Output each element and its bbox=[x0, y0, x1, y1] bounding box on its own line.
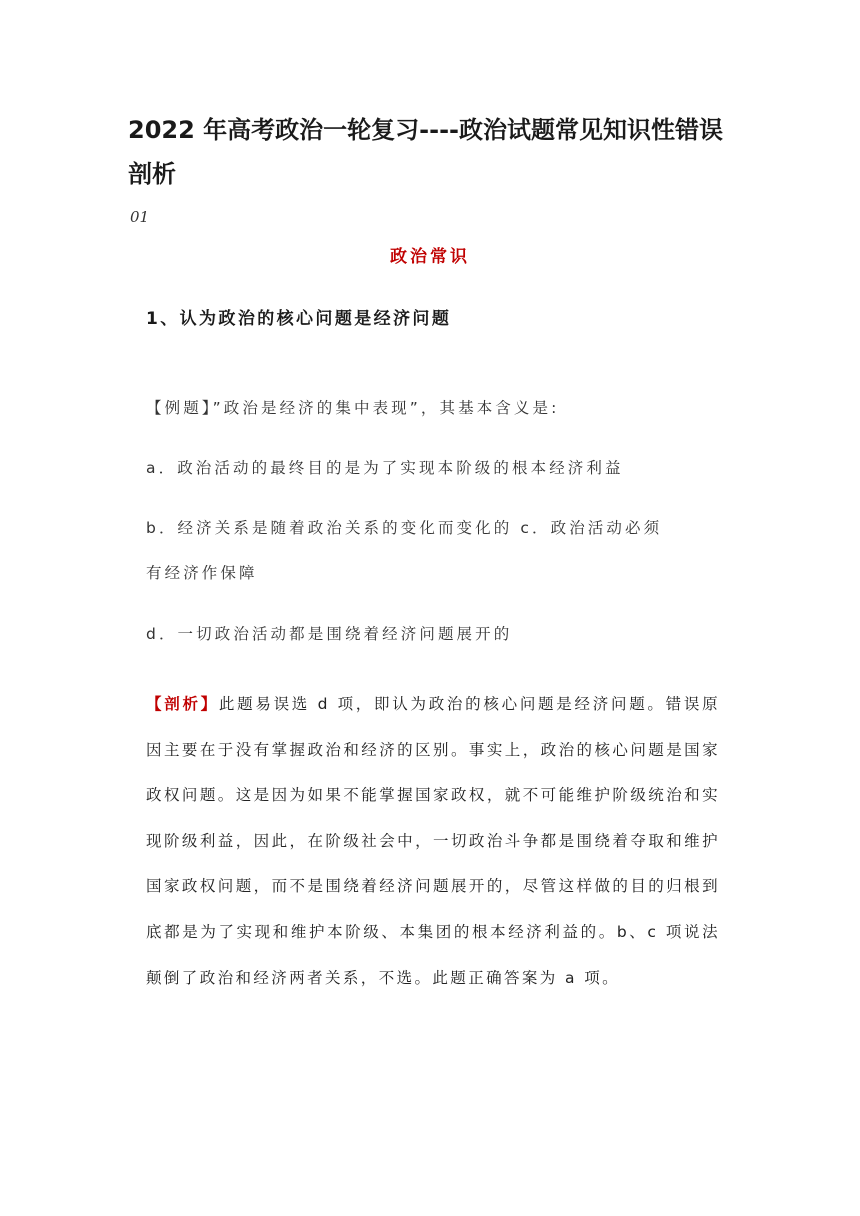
analysis-text: 此题易误选 d 项，即认为政治的核心问题是经济问题。错误原因主要在于没有掌握政治和经济的区别。事实上，政治的核心问题是国家政权问题。这是因为如果不能掌握国家政权，就不可能维护阶级统治和实现阶级利益，因此，在阶级社会中，一切政治斗争都是围绕着夺取和维护国家政权问题，而不是围绕着经济问题展开的，尽管这样做的目的归根到底都是为了实现和维护本阶级、本集团的根本经济利益的。b、c 项说法颠倒了政治和经济两者关系，不选。此题正确答案为 a 项。 bbox=[146, 695, 720, 987]
option-d: d．一切政治活动都是围绕着经济问题展开的 bbox=[146, 625, 513, 643]
section-title: 政治常识 bbox=[390, 247, 470, 267]
option-a: a．政治活动的最终目的是为了实现本阶级的根本经济利益 bbox=[146, 459, 624, 477]
option-b-c-line: b．经济关系是随着政治关系的变化而变化的 c．政治活动必须 bbox=[146, 519, 663, 537]
analysis-tag: 【剖析】 bbox=[146, 695, 219, 713]
section-number: 01 bbox=[130, 208, 150, 226]
question-heading: 1、认为政治的核心问题是经济问题 bbox=[146, 309, 452, 329]
example-prompt: 【例题】”政治是经济的集中表现”，其基本含义是: bbox=[146, 399, 560, 417]
document-title: 2022 年高考政治一轮复习----政治试题常见知识性错误剖析 bbox=[128, 116, 723, 188]
analysis-paragraph bbox=[146, 682, 720, 1001]
option-c-continuation: 有经济作保障 bbox=[146, 564, 258, 582]
